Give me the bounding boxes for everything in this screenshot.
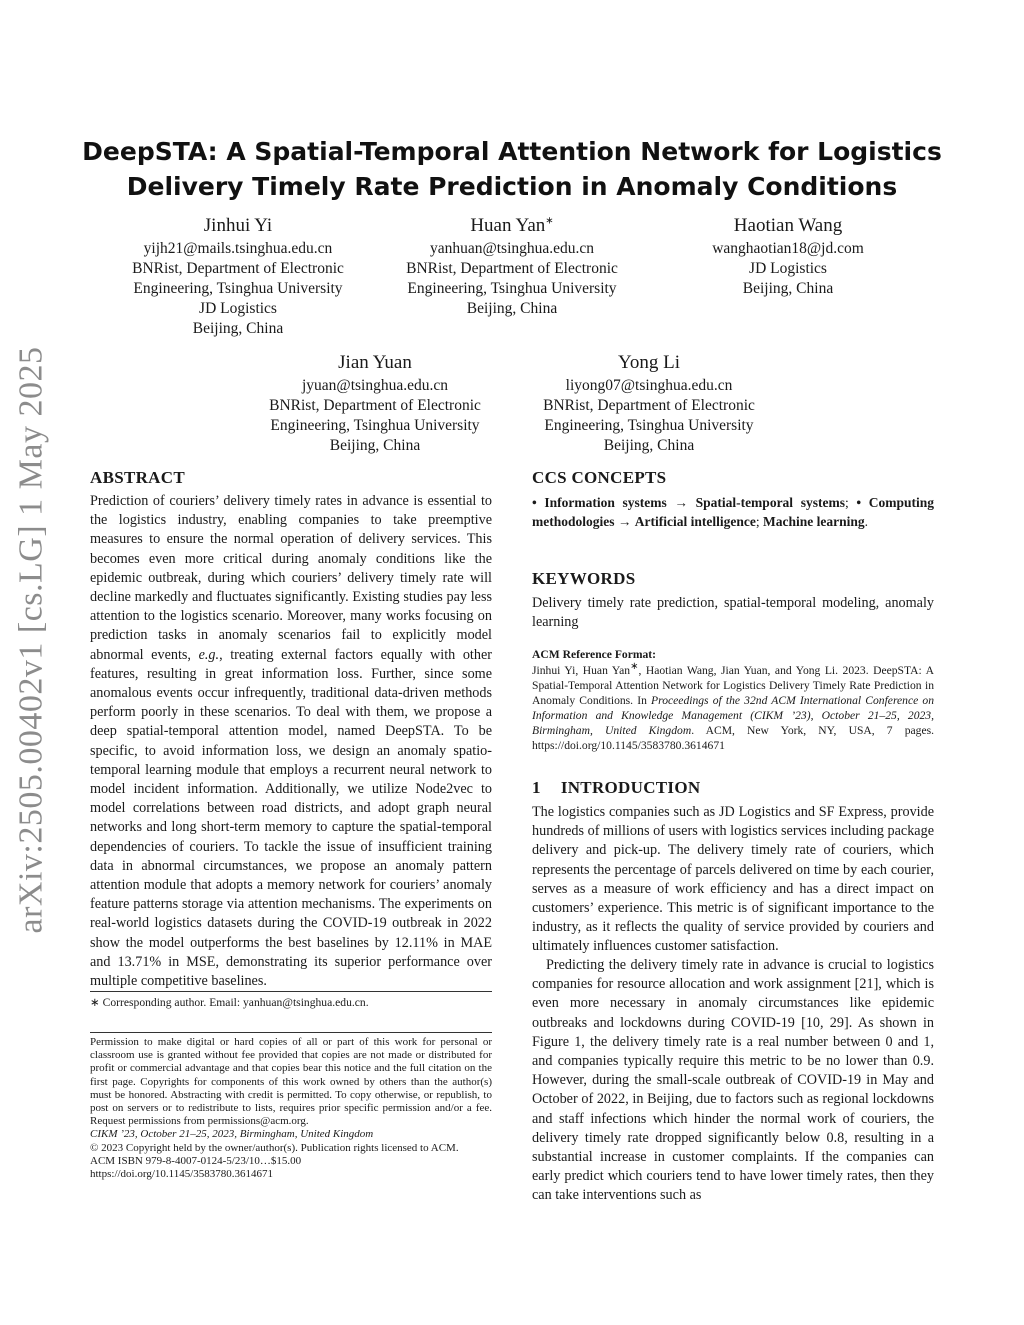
abstract-text: [90, 492, 492, 991]
introduction-paragraph-1: The logistics companies such as JD Logistics and SF Express, provide hundreds of millions of users with logistics services including package delivery and pick-up. The delivery timely rate of couriers, which represents the percentage of parcels delivered on time by each courier, serves as a measure of work efficiency and has a direct impact on customers’ experience. This metric is of significant importance to the industry, as it reflects the quality of service provided by couriers and ultimately influences customer satisfaction.: [532, 804, 934, 955]
paper-title: [80, 134, 944, 204]
abstract-part-2: , treating external factors equally with other features, resulting in great information loss. Further, since some anomalous events occur infrequently, traditional data-driven methods perform poorly in these scenarios. To deal with them, we propose a deep spatial-temporal attention model, named DeepSTA. To be specific, to avoid information loss, we design an anomaly spatio-temporal learning module that employs a recurrent neural network to model incident information. Additionally, we utilize Node2vec to model correlations between road districts, and adopt graph neural networks and long short-term memory to capture the spatial-temporal dependencies of couriers. To tackle the issue of insufficient training data in abnormal circumstances, we propose an anomaly pattern attention module that adopts a memory network for couriers’ anomaly feature patterns storage via attention mechanisms. The experiments on real-world logistics datasets during the COVID-19 outbreak in 2022 show the model outperforms the best baselines by 12.11% in MAE and 13.71% in MSE, demonstrating its superior performance over multiple competitive baselines.: [90, 646, 492, 990]
ccs-term: • Information systems: [532, 495, 667, 510]
author-name: Huan Yan: [470, 215, 546, 236]
introduction-paragraph-2: Predicting the delivery timely rate in advance is crucial to logistics companies for resource allocation and work assignment [21], which is even more necessary in anomaly circumstances like epidemic outbreaks and lockdowns during COVID-19 [10, 29]. As shown in Figure 1, the delivery timely rate is a real number between 0 and 1, and companies typically require this metric to be no lower than 0.9. However, during the small-scale outbreak of COVID-19 in May and October of 2022, in Beijing, due to factors such as regional lockdowns and staff infections which hinder the normal work of couriers, the delivery timely rate dropped significantly below 0.8, resulting in a substantial increase in customer complaints. If the companies can early predict which couriers tend to have lower timely rates, then they can take interventions such as: [532, 957, 934, 1204]
ccs-separator: ;: [755, 514, 763, 530]
author-block-3: [660, 214, 916, 299]
arxiv-stamp: [6, 346, 56, 934]
ccs-arrow: →: [614, 514, 635, 530]
introduction-heading: [532, 778, 700, 798]
author-affiliation: BNRist, Department of Electronic: [132, 260, 344, 277]
author-affiliation: JD Logistics: [199, 300, 277, 317]
author-affiliation: BNRist, Department of Electronic: [543, 397, 755, 414]
ccs-term: Machine learning: [762, 514, 865, 530]
author-block-2: [384, 214, 640, 319]
title-line-2: Delivery Timely Rate Prediction in Anomaly Conditions: [126, 172, 898, 201]
reference-format-heading: ACM Reference Format:: [532, 648, 657, 661]
section-number: 1: [532, 778, 541, 797]
footnote-divider: [90, 991, 492, 992]
author-email[interactable]: liyong07@tsinghua.edu.cn: [565, 377, 733, 394]
author-affiliation: Engineering, Tsinghua University: [270, 417, 480, 434]
author-email[interactable]: yanhuan@tsinghua.edu.cn: [429, 240, 595, 257]
author-affiliation: JD Logistics: [749, 260, 827, 277]
title-line-1: DeepSTA: A Spatial-Temporal Attention Network for Logistics: [82, 137, 942, 166]
reference-title: , Haotian Wang, Jian Yuan, and Yong Li. 2023. DeepSTA: A Spatial-Temporal Attention Network for Logistics Delivery Timely Rate Prediction in Anomaly Conditions. In: [532, 664, 934, 708]
author-name: Jinhui Yi: [203, 215, 273, 236]
reference-format-text: [532, 663, 934, 754]
conference-venue: CIKM ’23, October 21–25, 2023, Birmingham, United Kingdom: [90, 1128, 374, 1141]
isbn: ACM ISBN 979-8-4007-0124-5/23/10…$15.00: [90, 1154, 302, 1167]
ccs-separator: ;: [844, 495, 857, 510]
author-location: Beijing, China: [192, 320, 284, 337]
arxiv-identifier: arXiv:2505.00402v1 [cs.LG] 1 May 2025: [12, 346, 50, 934]
ccs-arrow: →: [666, 495, 696, 510]
ccs-term: Artificial intelligence: [634, 514, 756, 530]
author-affiliation: Engineering, Tsinghua University: [133, 280, 343, 297]
abstract-part-1: Prediction of couriers’ delivery timely rates in advance is essential to the logistics industry, enabling companies to take preemptive measures to ensure the normal operation of delivery services. This becomes even more critical during anomaly conditions like the epidemic outbreak, during which couriers’ delivery timely rate will decline markedly and fluctuates significantly. Existing studies pay less attention to the logistics scenario. Moreover, many works focusing on prediction tasks in anomaly scenarios fail to explicitly model abnormal events,: [90, 493, 492, 663]
copyright-notice: © 2023 Copyright held by the owner/author(s). Publication rights licensed to ACM.: [90, 1141, 459, 1154]
permission-text: Permission to make digital or hard copies of all or part of this work for personal or classroom use is granted without fee provided that copies are not made or distributed for profit or commercial advantage and that copies bear this notice and the full citation on the first page. Copyrights for components of this work owned by others than the author(s) must be honored. Abstracting with credit is permitted. To copy otherwise, or republish, to post on servers or to redistribute to lists, requires prior specific permission and/or a fee. Request permissions from permissions@acm.org.: [90, 1036, 492, 1128]
author-email[interactable]: wanghaotian18@jd.com: [712, 240, 864, 257]
author-affiliation: Engineering, Tsinghua University: [407, 280, 617, 297]
abstract-eg: e.g.: [198, 646, 220, 663]
author-location: Beijing, China: [742, 280, 834, 297]
reference-proceedings: Proceedings of the 32nd ACM International Conference on Information and Knowledge Management (CIKM ’23), October 21–25, 2023, Birmingham, United Kingdom: [532, 694, 935, 738]
author-email[interactable]: yijh21@mails.tsinghua.edu.cn: [143, 240, 333, 257]
ccs-term: Spatial-temporal systems: [695, 495, 845, 510]
author-affiliation: BNRist, Department of Electronic: [269, 397, 481, 414]
ccs-heading: CCS CONCEPTS: [532, 468, 667, 487]
reference-publisher: . ACM, New York, NY, USA, 7 pages. https://doi.org/10.1145/3583780.3614671: [532, 724, 935, 753]
author-location: Beijing, China: [329, 437, 421, 454]
author-name-line: [384, 214, 640, 238]
author-block-5: [521, 351, 777, 456]
permission-block: [90, 1036, 492, 1181]
author-affiliation: BNRist, Department of Electronic: [406, 260, 618, 277]
section-title: INTRODUCTION: [560, 778, 701, 797]
ccs-concepts: [532, 493, 934, 531]
doi-link[interactable]: https://doi.org/10.1145/3583780.3614671: [90, 1168, 274, 1181]
author-name: Jian Yuan: [338, 352, 412, 373]
author-block-4: [247, 351, 503, 456]
permission-divider: [90, 1032, 492, 1033]
reference-authors: Jinhui Yi, Huan Yan: [532, 664, 631, 677]
author-block-1: [110, 214, 366, 339]
corresponding-mark: ∗: [630, 661, 639, 673]
author-location: Beijing, China: [603, 437, 695, 454]
corresponding-mark: ∗: [545, 215, 554, 227]
author-name: Yong Li: [618, 352, 680, 373]
keywords-text: Delivery timely rate prediction, spatial-temporal modeling, anomaly learning: [532, 595, 934, 631]
author-location: Beijing, China: [466, 300, 558, 317]
ccs-end: .: [864, 514, 868, 530]
author-email[interactable]: jyuan@tsinghua.edu.cn: [302, 377, 448, 394]
abstract-heading: ABSTRACT: [90, 468, 185, 487]
author-name: Haotian Wang: [733, 215, 843, 236]
keywords-heading: KEYWORDS: [532, 569, 636, 588]
author-affiliation: Engineering, Tsinghua University: [544, 417, 754, 434]
ccs-term: • Computing methodologies: [532, 495, 934, 530]
footnote: ∗ Corresponding author. Email: yanhuan@tsinghua.edu.cn.: [90, 996, 369, 1009]
